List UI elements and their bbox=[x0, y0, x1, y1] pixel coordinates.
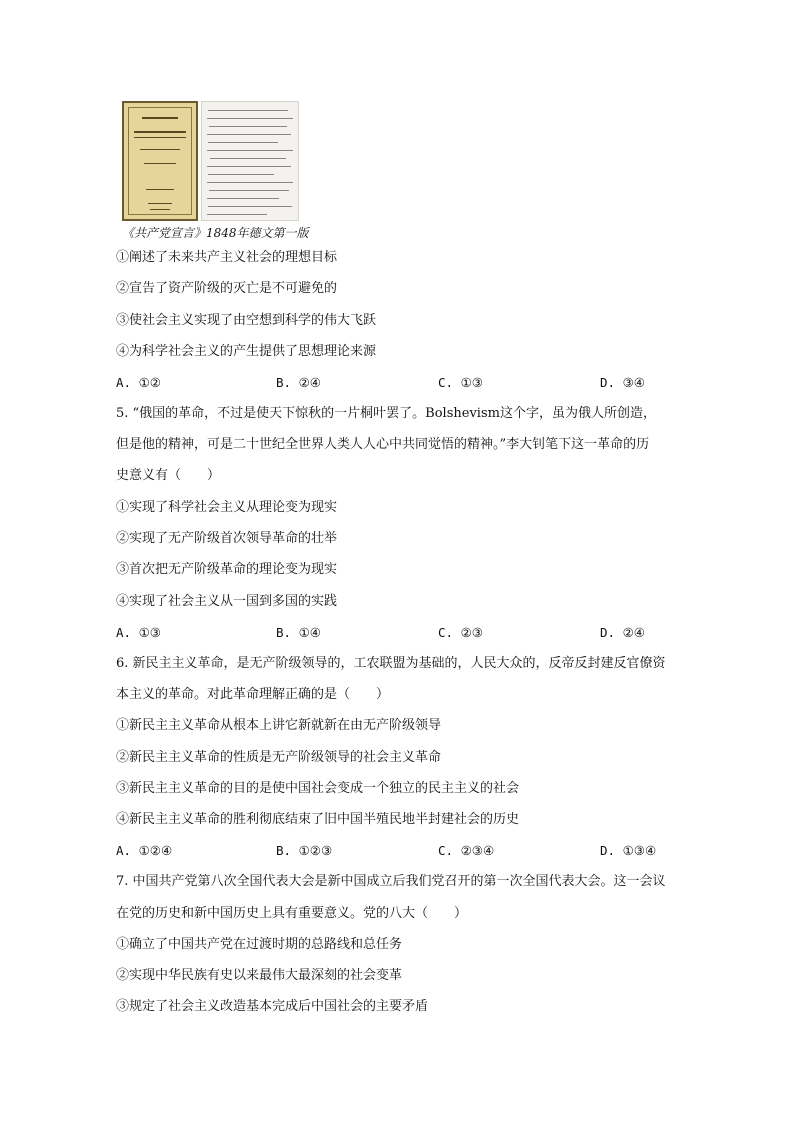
q5-stem-line-2: 但是他的精神，可是二十世纪全世界人类人人心中共同觉悟的精神。”李大钊笔下这一革命的历 bbox=[116, 437, 650, 452]
q6-item-3: ③新民主主义革命的目的是使中国社会变成一个独立的民主主义的社会 bbox=[116, 781, 520, 796]
q6-item-1: ①新民主主义革命从根本上讲它新就新在由无产阶级领导 bbox=[116, 718, 442, 733]
q4-options bbox=[116, 375, 676, 391]
q5-item-3: ③首次把无产阶级革命的理论变为现实 bbox=[116, 562, 338, 577]
q7-item-3: ③规定了社会主义改造基本完成后中国社会的主要矛盾 bbox=[116, 999, 429, 1014]
q6-option-d[interactable]: D. ①③④ bbox=[600, 843, 657, 858]
manifesto-cover-image bbox=[122, 101, 198, 221]
q5-stem-line-3: 史意义有（ ） bbox=[116, 468, 221, 483]
q7-item-1: ①确立了中国共产党在过渡时期的总路线和总任务 bbox=[116, 937, 403, 952]
q4-item-3: ③使社会主义实现了由空想到科学的伟大飞跃 bbox=[116, 313, 377, 328]
q6-option-b[interactable]: B. ①②③ bbox=[276, 843, 333, 858]
manifesto-figure bbox=[120, 97, 302, 229]
q4-item-1: ①阐述了未来共产主义社会的理想目标 bbox=[116, 250, 338, 265]
q6-item-2: ②新民主主义革命的性质是无产阶级领导的社会主义革命 bbox=[116, 750, 442, 765]
q6-option-c[interactable]: C. ②③④ bbox=[438, 843, 495, 858]
q4-option-b[interactable]: B. ②④ bbox=[276, 375, 321, 390]
handwritten-manuscript-image bbox=[201, 101, 299, 221]
q6-item-4: ④新民主主义革命的胜利彻底结束了旧中国半殖民地半封建社会的历史 bbox=[116, 812, 520, 827]
q5-option-d[interactable]: D. ②④ bbox=[600, 625, 645, 640]
q5-options bbox=[116, 625, 676, 641]
q4-item-2: ②宣告了资产阶级的灭亡是不可避免的 bbox=[116, 281, 338, 296]
q7-stem-line-2: 在党的历史和新中国历史上具有重要意义。党的八大（ ） bbox=[116, 906, 468, 921]
q4-option-d[interactable]: D. ③④ bbox=[600, 375, 645, 390]
q6-option-a[interactable]: A. ①②④ bbox=[116, 843, 173, 858]
q6-stem-line-2: 本主义的革命。对此革命理解正确的是（ ） bbox=[116, 687, 390, 702]
q6-options bbox=[116, 843, 676, 859]
q5-option-c[interactable]: C. ②③ bbox=[438, 625, 483, 640]
q5-item-2: ②实现了无产阶级首次领导革命的壮举 bbox=[116, 531, 338, 546]
q4-item-4: ④为科学社会主义的产生提供了思想理论来源 bbox=[116, 344, 377, 359]
q6-stem-line-1: 6. 新民主主义革命，是无产阶级领导的，工农联盟为基础的，人民大众的，反帝反封建反官僚资 bbox=[116, 656, 666, 671]
q4-option-a[interactable]: A. ①② bbox=[116, 375, 161, 390]
q5-item-1: ①实现了科学社会主义从理论变为现实 bbox=[116, 500, 338, 515]
q5-stem-line-1: 5. “俄国的革命，不过是使天下惊秋的一片桐叶罢了。Bolshevism这个字，虽为俄人所创造， bbox=[116, 406, 656, 421]
q7-item-2: ②实现中华民族有史以来最伟大最深刻的社会变革 bbox=[116, 968, 403, 983]
q5-option-b[interactable]: B. ①④ bbox=[276, 625, 321, 640]
q5-item-4: ④实现了社会主义从一国到多国的实践 bbox=[116, 594, 338, 609]
q7-stem-line-1: 7. 中国共产党第八次全国代表大会是新中国成立后我们党召开的第一次全国代表大会。这一会议 bbox=[116, 874, 666, 889]
q5-option-a[interactable]: A. ①③ bbox=[116, 625, 161, 640]
q4-option-c[interactable]: C. ①③ bbox=[438, 375, 483, 390]
figure-caption: 《共产党宣言》1848年德文第一版 bbox=[122, 226, 309, 240]
